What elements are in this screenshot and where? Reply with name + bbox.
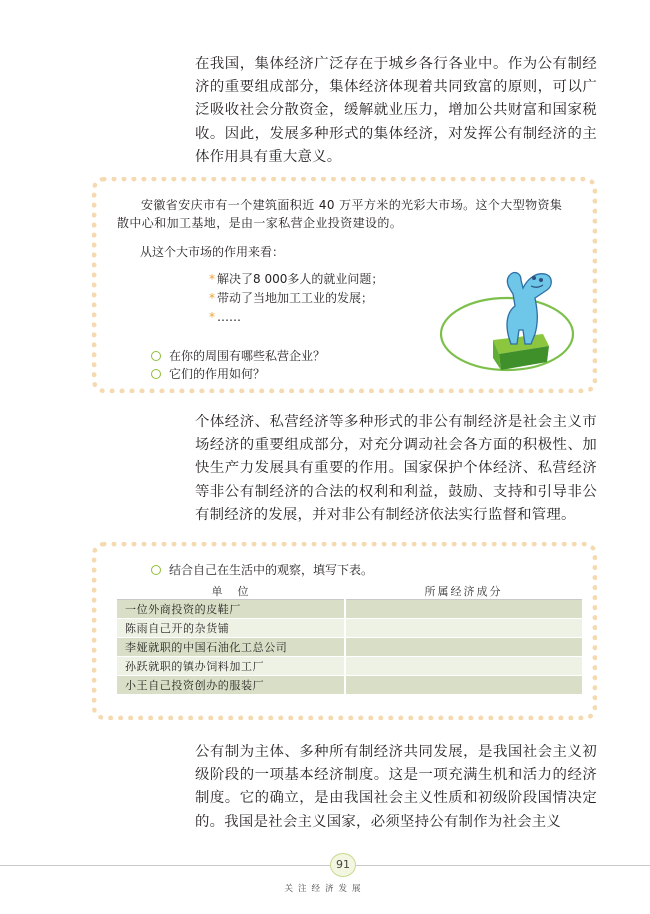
case-study-lead: 从这个大市场的作用来看： (140, 245, 285, 259)
activity-title: 结合自己在生活中的观察，填写下表。 (151, 561, 373, 578)
economy-table (117, 582, 582, 694)
star-icon: * (209, 272, 215, 286)
circle-bullet-icon (151, 351, 161, 361)
table-row (117, 638, 582, 657)
table-row (117, 657, 582, 676)
discussion-questions (151, 347, 325, 383)
list-item: * 解决了8 000多人的就业问题； (209, 272, 384, 286)
mascot-illustration (435, 264, 575, 374)
list-item: * …… (209, 310, 241, 324)
star-icon: * (209, 310, 215, 324)
column-header-economic-type: 所属经济成分 (345, 582, 582, 600)
cell-economic-type[interactable] (345, 657, 582, 676)
case-study-text: 安徽省安庆市有一个建筑面积近 40 万平方米的光彩大市场。这个大型物资集散中心和加工基地，是由一家私营企业投资建设的。 (117, 198, 563, 230)
page-number: 91 (330, 853, 356, 877)
column-header-unit: 单 位 (117, 582, 345, 600)
cell-unit: 李娅就职的中国石油化工总公司 (117, 638, 345, 657)
list-item: * 带动了当地加工工业的发展； (209, 291, 374, 305)
table-row (117, 676, 582, 695)
star-icon: * (209, 291, 215, 305)
table-header-row (117, 582, 582, 600)
circle-bullet-icon (151, 369, 161, 379)
cell-economic-type[interactable] (345, 638, 582, 657)
table-row (117, 619, 582, 638)
paragraph-collective-economy: 在我国，集体经济广泛存在于城乡各行各业中。作为公有制经济的重要组成部分，集体经济体现着共同致富的原则，可以广泛吸收社会分散资金，缓解就业压力，增加公共财富和国家税收。因此，发展多种形式的集体经济，对发挥公有制经济的主体作用具有重大意义。 (195, 56, 597, 165)
cell-economic-type[interactable] (345, 676, 582, 695)
table-row (117, 600, 582, 619)
paragraph-non-public-economy: 个体经济、私营经济等多种形式的非公有制经济是社会主义市场经济的重要组成部分，对充分调动社会各方面的积极性、加快生产力发展具有重要的作用。国家保护个体经济、私营经济等非公有制经济的合法的权利和利益，鼓励、支持和引导非公有制经济的发展，并对非公有制经济依法实行监督和管理。 (195, 414, 597, 523)
case-bullet-list (209, 270, 383, 327)
activity-box (92, 542, 597, 720)
cell-unit: 一位外商投资的皮鞋厂 (117, 600, 345, 619)
cell-economic-type[interactable] (345, 619, 582, 638)
case-study-box (92, 177, 597, 393)
paragraph-basic-economic-system: 公有制为主体、多种所有制经济共同发展，是我国社会主义初级阶段的一项基本经济制度。这是一项充满生机和活力的经济制度。它的确立，是由我国社会主义性质和初级阶段国情决定的。我国是社会主义国家，必须坚持公有制作为社会主义 (195, 744, 597, 830)
list-item: 在你的周围有哪些私营企业？ (151, 347, 325, 365)
cell-unit: 孙跃就职的镇办饲料加工厂 (117, 657, 345, 676)
cell-economic-type[interactable] (345, 600, 582, 619)
list-item: 它们的作用如何？ (151, 365, 325, 383)
cell-unit: 陈雨自己开的杂货铺 (117, 619, 345, 638)
circle-bullet-icon (151, 565, 161, 575)
footer-title: 关注经济发展 (284, 884, 366, 894)
cell-unit: 小王自己投资创办的服装厂 (117, 676, 345, 695)
footer-divider (0, 865, 650, 866)
